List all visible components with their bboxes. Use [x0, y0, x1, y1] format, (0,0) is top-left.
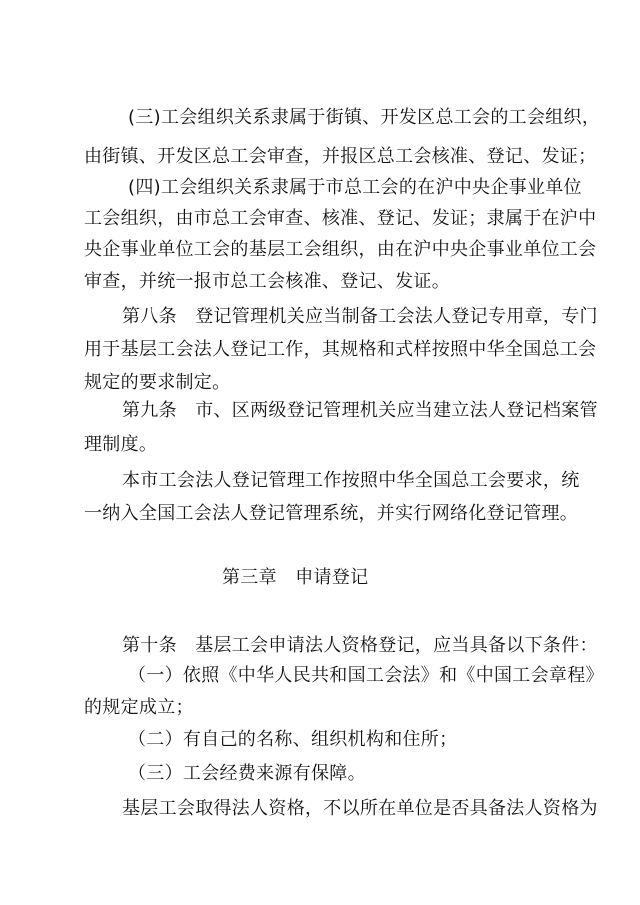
para-3-line-2: 由街镇、开发区总工会审查，并报区总工会核准、登记、发证；: [84, 146, 597, 167]
para-4-line-4: 审查，并统一报市总工会核准、登记、发证。: [84, 271, 450, 292]
para-registration-line-1: 本市工会法人登记管理工作按照中华全国总工会要求，统: [122, 470, 580, 491]
para-4-line-1: (四)工会组织关系隶属于市总工会的在沪中央企事业单位: [128, 177, 582, 198]
para-registration-line-2: 一纳入全国工会法人登记管理系统，并实行网络化登记管理。: [84, 503, 579, 524]
article-8-line-2: 用于基层工会法人登记工作，其规格和式样按照中华全国总工会: [84, 339, 597, 360]
article-10-item-1-line-2: 的规定成立；: [84, 697, 194, 718]
article-8-line-3: 规定的要求制定。: [84, 372, 231, 393]
article-10-item-3: （三）工会经费来源有保障。: [128, 763, 366, 784]
closing-line: 基层工会取得法人资格，不以所在单位是否具备法人资格为: [122, 798, 598, 819]
article-8-line-1: 第八条 登记管理机关应当制备工会法人登记专用章，专门: [122, 306, 598, 327]
chapter-heading: 第三章 申请登记: [222, 567, 369, 588]
para-4-line-3: 央企事业单位工会的基层工会组织，由在沪中央企事业单位工会: [84, 239, 597, 260]
article-10-line-1: 第十条 基层工会申请法人资格登记，应当具备以下条件：: [122, 635, 598, 656]
article-9-line-1: 第九条 市、区两级登记管理机关应当建立法人登记档案管: [122, 400, 598, 421]
para-4-line-2: 工会组织，由市总工会审查、核准、登记、发证；隶属于在沪中: [84, 208, 597, 229]
article-10-item-1-line-1: （一）依照《中华人民共和国工会法》和《中国工会章程》: [128, 665, 604, 686]
para-3-line-1: (三)工会组织关系隶属于街镇、开发区总工会的工会组织，: [128, 107, 601, 128]
article-10-item-2: （二）有自己的名称、组织机构和住所；: [128, 729, 458, 750]
article-9-line-2: 理制度。: [84, 434, 158, 455]
